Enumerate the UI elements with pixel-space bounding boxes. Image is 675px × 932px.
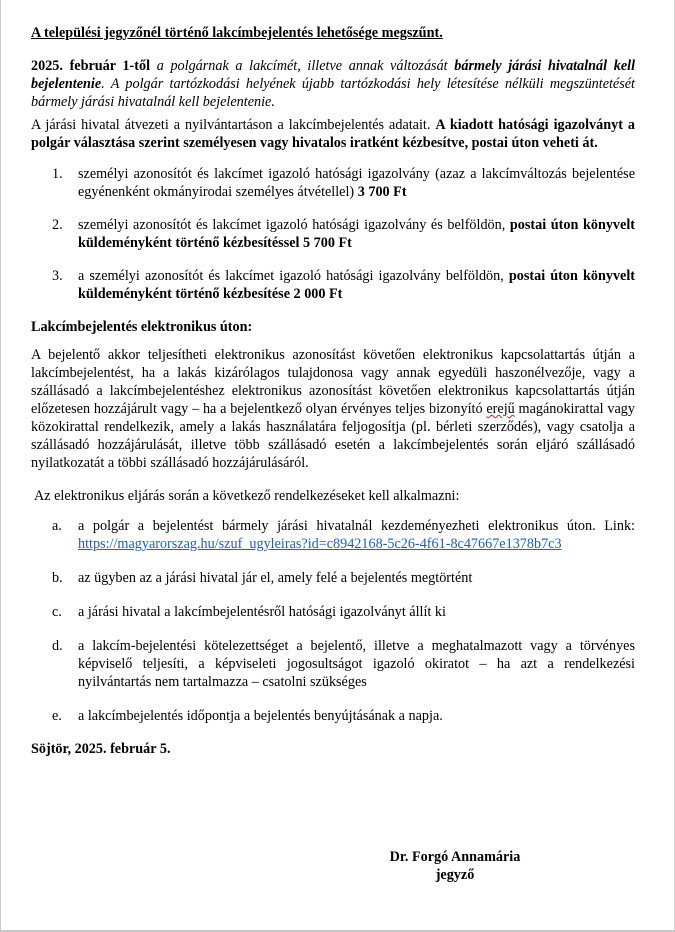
intro-paragraph: [31, 57, 635, 111]
ugyleiras-link[interactable]: https://magyarorszag.hu/szuf_ugyleiras?id=c8942168-5c26-4f61-8c47667e1378b7c3: [78, 536, 562, 552]
fee-amount: postai úton könyvelt küldeményként történő kézbesítéssel 5 700 Ft: [78, 217, 635, 251]
intro-date: 2025. február 1-től: [31, 58, 151, 74]
fee-number: 1.: [52, 166, 63, 182]
rule-text: a lakcímbejelentés időpontja a bejelentés benyújtásának a napja.: [78, 708, 443, 724]
electronic-paragraph: [31, 346, 635, 472]
date-line: Söjtör, 2025. február 5.: [31, 741, 171, 757]
rule-list: [31, 517, 635, 725]
document-page: [31, 24, 635, 758]
rule-item: [31, 603, 635, 621]
fee-list: [31, 165, 635, 303]
rule-letter: a.: [52, 518, 62, 534]
fee-number: 3.: [52, 268, 63, 284]
fee-amount: postai úton könyvelt küldeményként történő kézbesítése 2 000 Ft: [78, 268, 635, 302]
rule-text: a lakcím-bejelentési kötelezettséget a bejelentő, illetve a meghatalmazott vagy a törvényes képviselő teljesíti, a képviseleti jogosultságot igazoló okiratot – ha azt a rendelkezési nyilvántartás nem tartalmazza – csatolni szükséges: [78, 638, 635, 690]
rule-text: a járási hivatal a lakcímbejelentésről hatósági igazolványt állít ki: [78, 604, 446, 620]
fee-text: személyi azonosítót és lakcímet igazoló hatósági igazolvány (azaz a lakcímváltozás bejelentése egyénenként okmányirodai személyes átvétellel): [78, 166, 635, 200]
procedure-intro: Az elektronikus eljárás során a következő rendelkezéseket kell alkalmazni:: [34, 488, 460, 504]
rule-item: [31, 517, 635, 553]
electronic-text-1: A bejelentő akkor teljesítheti elektronikus azonosítást követően elektronikus kapcsolattartás útján a lakcímbejelentést, ha a lakás kizárólagos tulajdonosa vagy annak egyedüli haszonélvezője, vagy a szállásadó a lakcímbejelentéshez elektronikus azonosítást követően elektronikus kapcsolattartás útján előzetesen hozzájárult vagy – ha a bejelentkező olyan érvényes teljes bizonyító: [31, 347, 635, 417]
misspelled-word: erejű: [486, 401, 515, 417]
rule-letter: d.: [52, 638, 63, 654]
signature-role: jegyző: [435, 867, 475, 883]
fee-item: [31, 165, 635, 201]
rule-item: [31, 707, 635, 725]
page-edge-left: [0, 0, 1, 932]
section-heading: Lakcímbejelentés elektronikus úton:: [31, 319, 253, 335]
rule-letter: b.: [52, 570, 63, 586]
document-title: A települési jegyzőnél történő lakcímbejelentés lehetősége megszűnt.: [31, 25, 443, 41]
intro-paragraph-2: [31, 116, 635, 152]
intro-bold-1: bármely járási hivatalnál kell bejelentenie: [31, 58, 636, 92]
rule-letter: e.: [52, 708, 62, 724]
intro2-normal: A járási hivatal átvezeti a nyilvántartáson a lakcímbejelentés adatait.: [31, 117, 436, 133]
fee-number: 2.: [52, 217, 63, 233]
rule-item: [31, 637, 635, 691]
fee-text: személyi azonosítót és lakcímet igazoló hatósági igazolvány és belföldön,: [78, 217, 510, 233]
fee-text: a személyi azonosítót és lakcímet igazoló hatósági igazolvány belföldön,: [78, 268, 509, 284]
fee-amount: 3 700 Ft: [357, 184, 407, 200]
signature-name: Dr. Forgó Annamária: [389, 849, 521, 865]
intro-text-2: . A polgár tartózkodási helyének újabb tartózkodási hely létesítése nélküli megszüntetését bármely járási hivatalnál kell bejelentenie.: [31, 76, 635, 110]
signature-block: [375, 848, 535, 884]
rule-text: a polgár a bejelentést bármely járási hivatalnál kezdeményezheti elektronikus úton. Link:: [78, 518, 635, 534]
fee-item: [31, 216, 635, 252]
electronic-text-2: magánokirattal vagy közokirattal rendelkezik, amely a lakás használatára feljogosítja (pl. bérleti szerződés), vagy csatolja a szállásadó hozzájárulását, illetve több szállásadó esetén a lakcímbejelentés során eljáró szállásadó nyilatkozatát a többi szállásadó hozzájárulásáról.: [31, 401, 635, 471]
rule-text: az ügyben az a járási hivatal jár el, amely felé a bejelentés megtörtént: [78, 570, 473, 586]
intro-text-1: a polgárnak a lakcímét, illetve annak változását: [150, 58, 455, 74]
intro2-bold: A kiadott hatósági igazolványt a polgár választása szerint személyesen vagy hivatalos iratként kézbesítve, postai úton veheti át.: [31, 117, 635, 151]
rule-letter: c.: [52, 604, 62, 620]
fee-item: [31, 267, 635, 303]
rule-item: [31, 569, 635, 587]
